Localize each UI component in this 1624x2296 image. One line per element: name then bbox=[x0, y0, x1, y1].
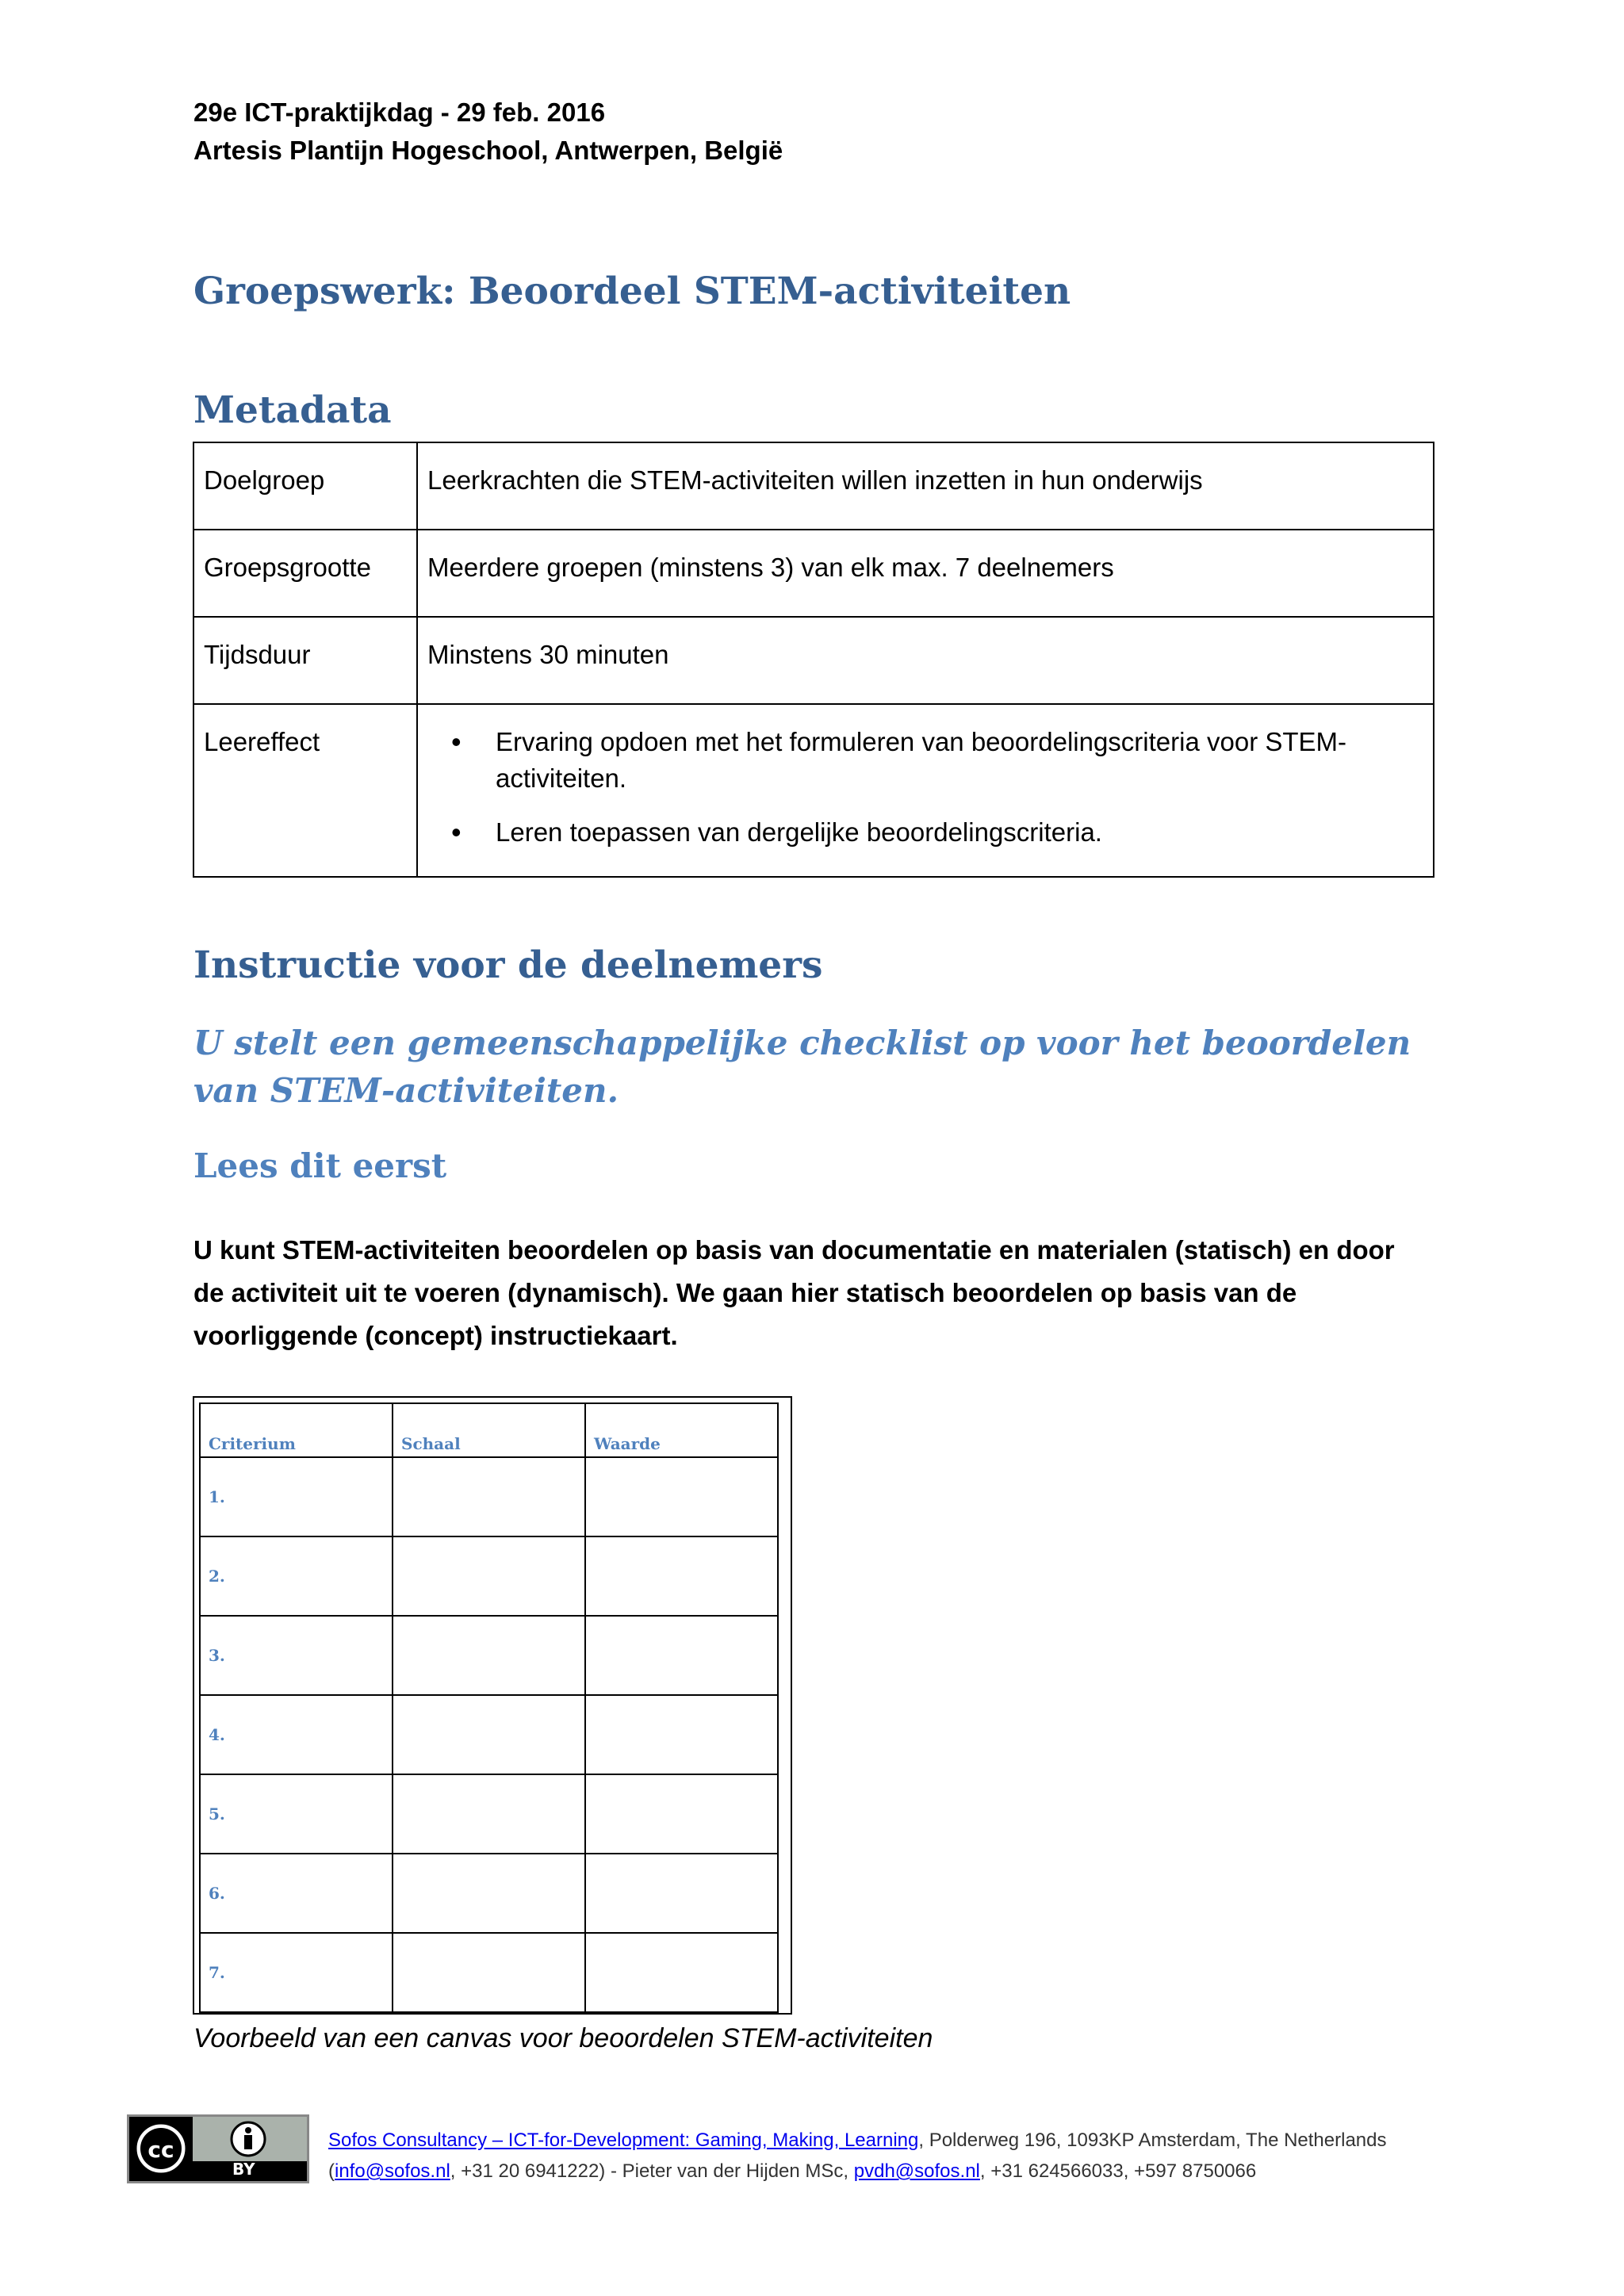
page-title: Groepswerk: Beoordeel STEM-activiteiten bbox=[193, 270, 1071, 313]
list-item: • Ervaring opdoen met het formuleren van beoordelingscriteria voor STEM-activiteiten. bbox=[496, 724, 1423, 797]
company-link[interactable]: Sofos Consultancy – ICT-for-Development: Gaming, Making, Learning bbox=[328, 2130, 919, 2151]
contact-phone-2: , +31 624566033, +597 8750066 bbox=[979, 2160, 1257, 2182]
column-header: Criterium bbox=[200, 1403, 393, 1457]
svg-text:cc: cc bbox=[147, 2137, 174, 2163]
table-row bbox=[200, 1457, 778, 1536]
metadata-row bbox=[193, 442, 1434, 530]
empty-cell bbox=[393, 1616, 585, 1695]
empty-cell bbox=[393, 1536, 585, 1616]
table-row bbox=[200, 1536, 778, 1616]
table-row bbox=[200, 1616, 778, 1695]
cc-icon bbox=[129, 2117, 307, 2181]
paren-open: ( bbox=[328, 2160, 335, 2182]
empty-cell bbox=[585, 1536, 778, 1616]
column-header: Schaal bbox=[393, 1403, 585, 1457]
empty-cell bbox=[393, 1854, 585, 1933]
empty-cell bbox=[393, 1933, 585, 2012]
metadata-table bbox=[193, 442, 1434, 878]
cc-by-license-badge[interactable] bbox=[127, 2114, 309, 2183]
row-number: 4. bbox=[200, 1695, 393, 1774]
list-item: • Leren toepassen van dergelijke beoordelingscriteria. bbox=[496, 814, 1423, 851]
metadata-value: Leerkrachten die STEM-activiteiten willen inzetten in hun onderwijs bbox=[417, 442, 1434, 530]
email-link-pvdh[interactable]: pvdh@sofos.nl bbox=[853, 2160, 980, 2182]
column-header: Waarde bbox=[585, 1403, 778, 1457]
footer-line-2 bbox=[328, 2156, 1256, 2187]
empty-cell bbox=[585, 1457, 778, 1536]
empty-cell bbox=[393, 1695, 585, 1774]
table-row bbox=[200, 1695, 778, 1774]
row-number: 2. bbox=[200, 1536, 393, 1616]
email-link-info[interactable]: info@sofos.nl bbox=[335, 2160, 450, 2182]
metadata-key: Leereffect bbox=[193, 704, 417, 877]
metadata-row bbox=[193, 617, 1434, 704]
empty-cell bbox=[393, 1457, 585, 1536]
table-row bbox=[200, 1774, 778, 1854]
row-number: 3. bbox=[200, 1616, 393, 1695]
instruction-heading: Instructie voor de deelnemers bbox=[193, 943, 823, 987]
canvas-header-row bbox=[200, 1403, 778, 1457]
row-number: 1. bbox=[200, 1457, 393, 1536]
empty-cell bbox=[393, 1774, 585, 1854]
read-first-heading: Lees dit eerst bbox=[193, 1146, 447, 1185]
empty-cell bbox=[585, 1695, 778, 1774]
empty-cell bbox=[585, 1616, 778, 1695]
footer-line-1 bbox=[328, 2125, 1387, 2156]
table-row bbox=[200, 1933, 778, 2012]
contact-phone-1: , +31 20 6941222) - Pieter van der Hijden MSc, bbox=[450, 2160, 854, 2182]
instruction-subheading: U stelt een gemeenschappelijke checklist op voor het beoordelen van STEM-activiteiten. bbox=[193, 1024, 1411, 1110]
metadata-row bbox=[193, 530, 1434, 617]
header-line-1: 29e ICT-praktijkdag - 29 feb. 2016 bbox=[193, 98, 606, 127]
metadata-key: Groepsgrootte bbox=[193, 530, 417, 617]
metadata-key: Doelgroep bbox=[193, 442, 417, 530]
metadata-value: Meerdere groepen (minstens 3) van elk max. 7 deelnemers bbox=[417, 530, 1434, 617]
metadata-value bbox=[417, 704, 1434, 877]
row-number: 5. bbox=[200, 1774, 393, 1854]
by-label: BY bbox=[232, 2160, 255, 2179]
instruction-body: U kunt STEM-activiteiten beoordelen op basis van documentatie en materialen (statisch) en door de activiteit uit te voeren (dynamisch). We gaan hier statisch beoordelen op basis van de voorliggende (concept) instructiekaart. bbox=[193, 1235, 1395, 1350]
metadata-value: Minstens 30 minuten bbox=[417, 617, 1434, 704]
empty-cell bbox=[585, 1854, 778, 1933]
company-address: , Polderweg 196, 1093KP Amsterdam, The Netherlands bbox=[918, 2130, 1387, 2151]
row-number: 6. bbox=[200, 1854, 393, 1933]
metadata-heading: Metadata bbox=[193, 388, 392, 432]
leereffect-list bbox=[427, 724, 1423, 851]
canvas-table bbox=[199, 1402, 779, 2013]
header-line-2: Artesis Plantijn Hogeschool, Antwerpen, België bbox=[193, 136, 783, 165]
table-row bbox=[200, 1854, 778, 1933]
canvas-frame bbox=[193, 1396, 792, 2015]
metadata-key: Tijdsduur bbox=[193, 617, 417, 704]
row-number: 7. bbox=[200, 1933, 393, 2012]
empty-cell bbox=[585, 1933, 778, 2012]
canvas-caption: Voorbeeld van een canvas voor beoordelen STEM-activiteiten bbox=[193, 2023, 933, 2053]
empty-cell bbox=[585, 1774, 778, 1854]
metadata-row bbox=[193, 704, 1434, 877]
